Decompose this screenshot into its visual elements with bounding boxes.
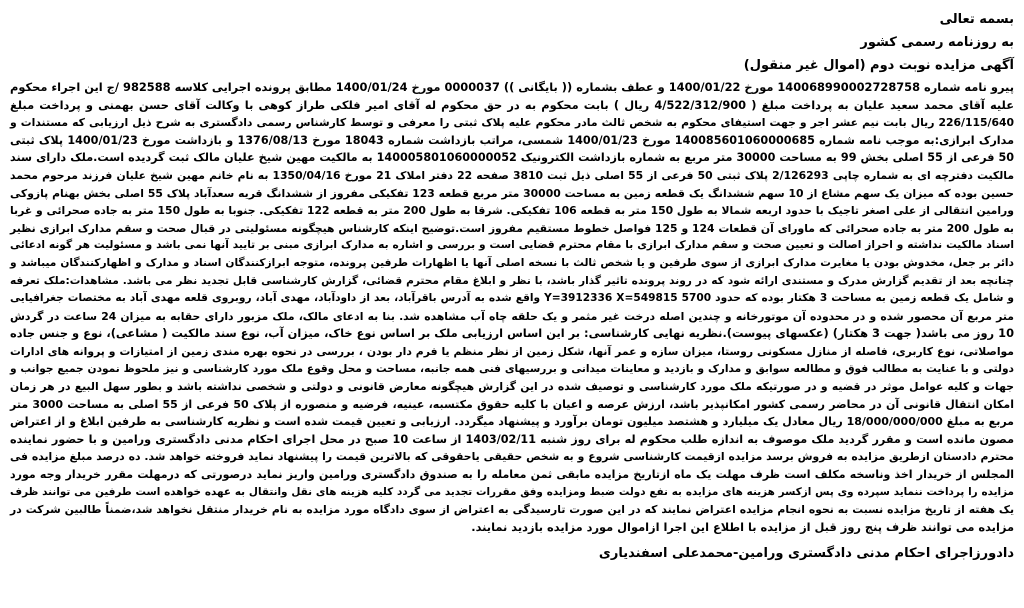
newspaper-addressee: به روزنامه رسمی کشور [860, 35, 1014, 50]
body-line: به طول 200 متر به جاده صحرائی که ماورای آن قطعات 124 و 125 فواصل خطوط مستقیم مفروز است.توضیح اینکه کارشناس هیچگونه مسئولیتی در قبال صحت و سقم مدارک ابرازی نظیر [10, 221, 1014, 235]
body-line: مالکیت دفترچه ای به شماره چاپی 2/126293 پلاک ثبتی 50 فرعی از 55 اصلی ذیل ثبت 3810 صفحه 22 دفتر املاک 21 مورخ 1350/04/16 به نام خانم مهین شیخ علیان فرزند مرحوم محمد [10, 168, 1014, 182]
body-line: و شامل یک قطعه زمین به مساحت 3 هکتار بوده که حدود 5700 Y=3912336 X=549815 واقع شده به آدرس باقرآباد، بعد از داودآباد، مهدی آباد، روبروی قلعه مهدی آباد به مختصات جغرافیایی [10, 292, 1014, 305]
body-line: مصون مانده است و مقرر گردید ملک موصوف به اندازه طلب محکوم له برای روز شنبه 1403/02/11 از ساعت 10 صبح در محل اجرای احکام مدنی دادگستری ورامین و با حضور نماینده [10, 432, 1014, 446]
body-line: محترم دادستان ازطریق مزایده به فروش برسد مزایده ازقیمت کارشناسی شروع و به شخص حقیقی یاحقوقی که بالاترین قیمت را پیشنهاد نماید فروخته خواهد شد. ده درصد مبلغ مزایده فی [10, 450, 1014, 464]
body-line: مزایده می توانند ظرف پنج روز قبل از مزایده با اطلاع این اجرا ازاموال مورد مزایده بازدید نمایند. [471, 519, 1014, 534]
body-line: چنانچه بعد از تقدیم گزارش مدرک و مستندی ارائه شود که در روند پرونده تاثیر گذار باشد، با نظر و ابلاغ مقام محترم قضائی، گزارش کارشناسی قابل تجدید نظر می باشد. مشاهدات:ملک تعرفه [10, 274, 1014, 287]
body-line: جهات و کلیه عوامل موثر در قضیه و در صورتیکه ملک مورد کارشناسی و توصیف شده در این گزارش هیچگونه معارض قانونی و دولتی و شخصی نداشته باشد و بطور سهل البیع در هر زمان [10, 380, 1014, 394]
body-line: پیرو نامه شماره 14006899000272875​8 مورخ 1400/01/22 و عطف بشماره (( بایگانی )) 0000037 مورخ 1400/01/24 مطابق پرونده اجرایی کلاسه 982588 /ج این اجراء محکوم [10, 80, 1014, 94]
body-line: 50 فرعی از 55 اصلی بخش 99 به مساحت 30000 متر مربع به شماره بازداشت الکترونیک 1400058010600000​52 به مالکیت مهین شیخ علیان مالک ثبت گردیده است.ملک دارای سند [10, 151, 1015, 165]
body-line: متر مربع آن محصور شده و در محدوده آن موتورخانه و چندین اصله درخت غیر مثمر و یک حلقه چاه آب مشاهده شد. بنا به ادعای مالک، ملک مزبور دارای حقابه به میزان 24 ساعت در گردش [10, 309, 1014, 323]
body-line: المجلس از خریدار اخذ وناسخه مکلف است ظرف مهلت یک ماه ازتاریخ مزایده مابقی ثمن معامله را به صندوق دادگستری ورامین واریز نماید درصورتی که درمهلت مقرر خریدار وجه مورد [10, 468, 1014, 482]
body-line: مربع به مبلغ 18/000/000/000 ریال معادل یک میلیارد و هشتصد میلیون تومان برآورد و پیشنهاد میگردد. ارزیابی و تعیین قیمت شده است و نظریه کارشناسی به طرفین ابلاغ و از اعتراض [10, 415, 1014, 429]
body-line: اسناد مالکیت نداشته و احراز اصالت و تعیین صحت و سقم مدارک ابرازی با مقام محترم قضایی است و بررسی و اشاره به مدارک ابرازی مبنی بر تایید آنها نمی باشد و مسئولیت هر گونه ادعائی [10, 239, 1014, 252]
body-line: ورامین انتقالی از علی اصغر تاجیک با حدود اربعه شمالا به طول 150 متر به قطعه 106 تفکیکی. شرقا به طول 200 متر به قطعه 122 تفکیکی. جنوبا به طول 150 متر به جاده صحرائی و غربا [10, 204, 1014, 218]
basmala-heading: بسمه تعالی [939, 12, 1014, 27]
signature-line: دادورزاجرای احکام مدنی دادگستری ورامین-محمدعلی اسفندیاری [598, 546, 1014, 562]
body-line: مدارک ابرازی:به موجب نامه شماره 1400856010600006​85 مورخ 1400/01/23 شمسی، مراتب بازداشت شماره 18043 مورخ 1376/08/13 و بازداشت مورخ 1400/01/23 پلاک ثبتی [10, 133, 1015, 147]
notice-body [10, 79, 1014, 536]
body-line: دائر بر جعل، مخدوش بودن یا مغایرت مدارک ابرازی از سوی طرفین و یا شخص ثالث با نسخه اصلی آنها یا اظهارات طرفین پرونده، متوجه ابرازکنندگان اسناد و مدارک و اظهارکنندگان میباشد و [10, 256, 1014, 269]
body-line: 226/115/640 ریال بابت نیم عشر اجر و جهت استیفای محکوم به شخص ثالث مادر محکوم علیه پلاک ثبتی را معرفی و توسط کارشناس رسمی دادگستری به شرح ذیل ارزیابی که مستندات و [10, 116, 1014, 130]
body-line: امکان انتقال قانونی آن در محاضر رسمی کشور امکانپذیر باشد، ارزش عرصه و اعیان با کلیه حقوق مکتسبه، عینیه، فرضیه و منصوره از پلاک 50 فرعی از 55 اصلی به مساحت 3000 متر [10, 397, 1014, 411]
body-line: علیه آقای محمد سعید علیان به پرداخت مبلغ ( 4/522/312/900 ریال ) بابت محکوم به در حق محکوم له آقای امیر فلکی طراز کوهی با وکالت آقای حسن بهمنی و پرداخت مبلغ [10, 97, 1014, 112]
body-line: مزایده را پرداخت ننماید سپرده وی پس ازکسر هزینه های مزایده به نفع دولت ضبط ومزایده وفق مقررات تجدید می گردد کلیه هزینه های نقل وانتقال به عهده خواهده است طرفین می توانند ظرف [10, 485, 1014, 498]
body-line: حسین بوده که میزان یک سهم مشاع از 10 سهم ششدانگ یک قطعه زمین به مساحت 30000 متر مربع قطعه 123 تفکیکی مفروز از ششدانگ قریه سعدآباد پلاک 55 اصلی بخش بهنام پازوکی [10, 186, 1014, 200]
auction-notice-title: آگهی مزایده نوبت دوم (اموال غیر منقول) [743, 58, 1014, 73]
body-line: 10 روز می باشد( جهت 3 هکتار) (عکسهای پیوست).نظریه نهایی کارشناسی: بر این اساس ارزیابی ملک بر اساس نوع خاک، میزان آب، نوع سند مالکیت ( مشاعی)، نوع و جنس جاده [10, 326, 1014, 341]
body-line: مواصلاتی، نوع کاربری، فاصله از منازل مسکونی روستا، میزان سازه و عمر آنها، شکل زمین از نظر منظم یا فرم دار بودن ، بررسی در نحوه بهره مندی زمین از امتیازات و پروانه های ادارات [10, 344, 1014, 358]
body-line: یک هفته از تاریخ مزایده نسبت به نحوه انجام مزایده اعتراض نمایند که در این صورت تارسیدگی به اعتراض از سوی دادگاه مورد مزایده به نام خریدار منتقل نخواهد شد،ضمناً طالبین شرکت در [10, 503, 1014, 517]
body-line: دولتی و با عنایت به مطالب فوق و مطالعه سوابق و مدارک و بازدید و معاینات میدانی و بررسیهای فنی همه جانبه، مساحت و محل وقوع ملک مورد کارشناسی و نیز ملحوظ نمودن جمیع جوانب و [10, 362, 1014, 375]
